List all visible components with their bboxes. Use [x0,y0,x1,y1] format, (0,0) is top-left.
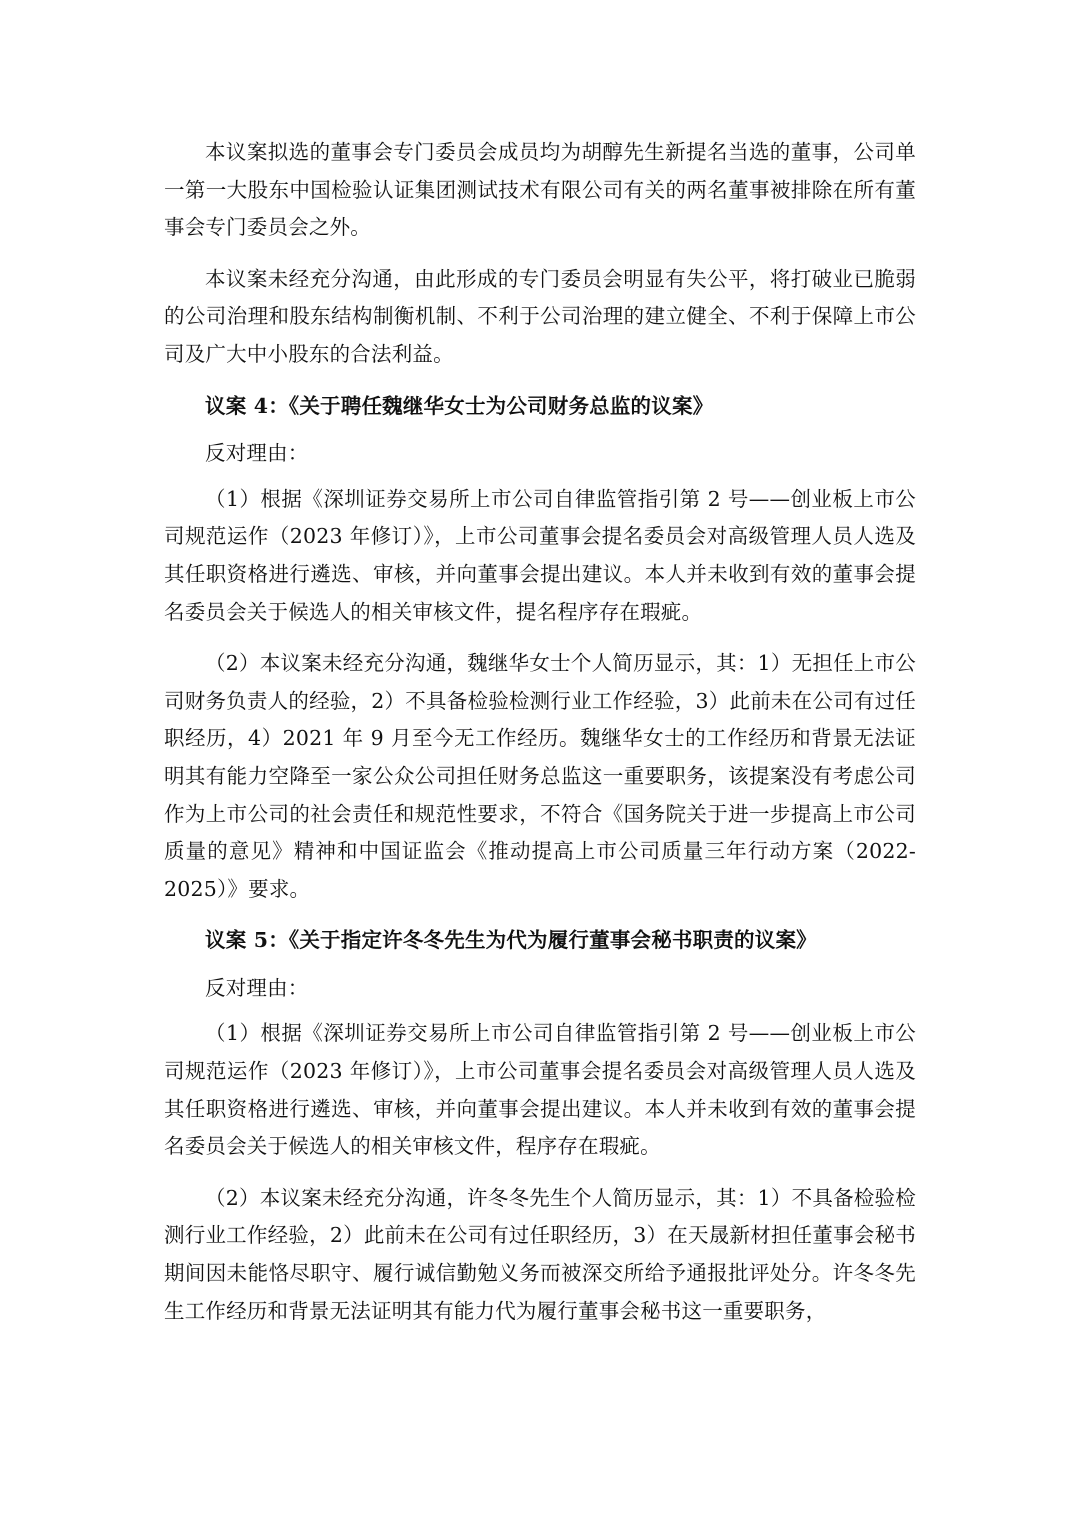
proposal-4-reason-label: 反对理由： [205,441,309,466]
paragraph-committee-members: 本议案拟选的董事会专门委员会成员均为胡醇先生新提名当选的董事，公司单一第一大股东中国检验认证集团测试技术有限公司有关的两名董事被排除在所有董事会专门委员会之外。 [164,140,916,240]
proposal-4-reason-1: （1）根据《深圳证券交易所上市公司自律监管指引第 2 号——创业板上市公司规范运作（2023 年修订）》，上市公司董事会提名委员会对高级管理人员人选及其任职资格进行遴选、审核，并向董事会提出建议。本人并未收到有效的董事会提名委员会关于候选人的相关审核文件，提名程序存在瑕疵。 [164,486,916,624]
proposal-5-reason-2: （2）本议案未经充分沟通，许冬冬先生个人简历显示，其：1）不具备检验检测行业工作经验，2）此前未在公司有过任职经历，3）在天晟新材担任董事会秘书期间因未能恪尽职守、履行诚信勤勉义务而被深交所给予通报批评处分。许冬冬先生工作经历和背景无法证明其有能力代为履行董事会秘书这一重要职务， [164,1185,916,1323]
document-body [164,134,916,1344]
proposal-5-reason-1: （1）根据《深圳证券交易所上市公司自律监管指引第 2 号——创业板上市公司规范运作（2023 年修订）》，上市公司董事会提名委员会对高级管理人员人选及其任职资格进行遴选、审核，并向董事会提出建议。本人并未收到有效的董事会提名委员会关于候选人的相关审核文件，程序存在瑕疵。 [164,1021,916,1159]
paragraph-committee-objection: 本议案未经充分沟通，由此形成的专门委员会明显有失公平，将打破业已脆弱的公司治理和股东结构制衡机制、不利于公司治理的建立健全、不利于保障上市公司及广大中小股东的合法利益。 [164,266,916,366]
proposal-5-title: 议案 5：《关于指定许冬冬先生为代为履行董事会秘书职责的议案》 [205,928,817,953]
proposal-4-reason-2: （2）本议案未经充分沟通，魏继华女士个人简历显示，其：1）无担任上市公司财务负责人的经验，2）不具备检验检测行业工作经验，3）此前未在公司有过任职经历，4）2021 年 9 月至今无工作经历。魏继华女士的工作经历和背景无法证明其有能力空降至一家公众公司担任财务总监这一重要职务，该提案没有考虑公司作为上市公司的社会责任和规范性要求，不符合《国务院关于进一步提高上市公司质量的意见》精神和中国证监会《推动提高上市公司质量三年行动方案（2022-2025）》要求。 [164,651,916,901]
proposal-5-reason-label: 反对理由： [205,975,309,1000]
proposal-4-title: 议案 4：《关于聘任魏继华女士为公司财务总监的议案》 [205,393,714,418]
